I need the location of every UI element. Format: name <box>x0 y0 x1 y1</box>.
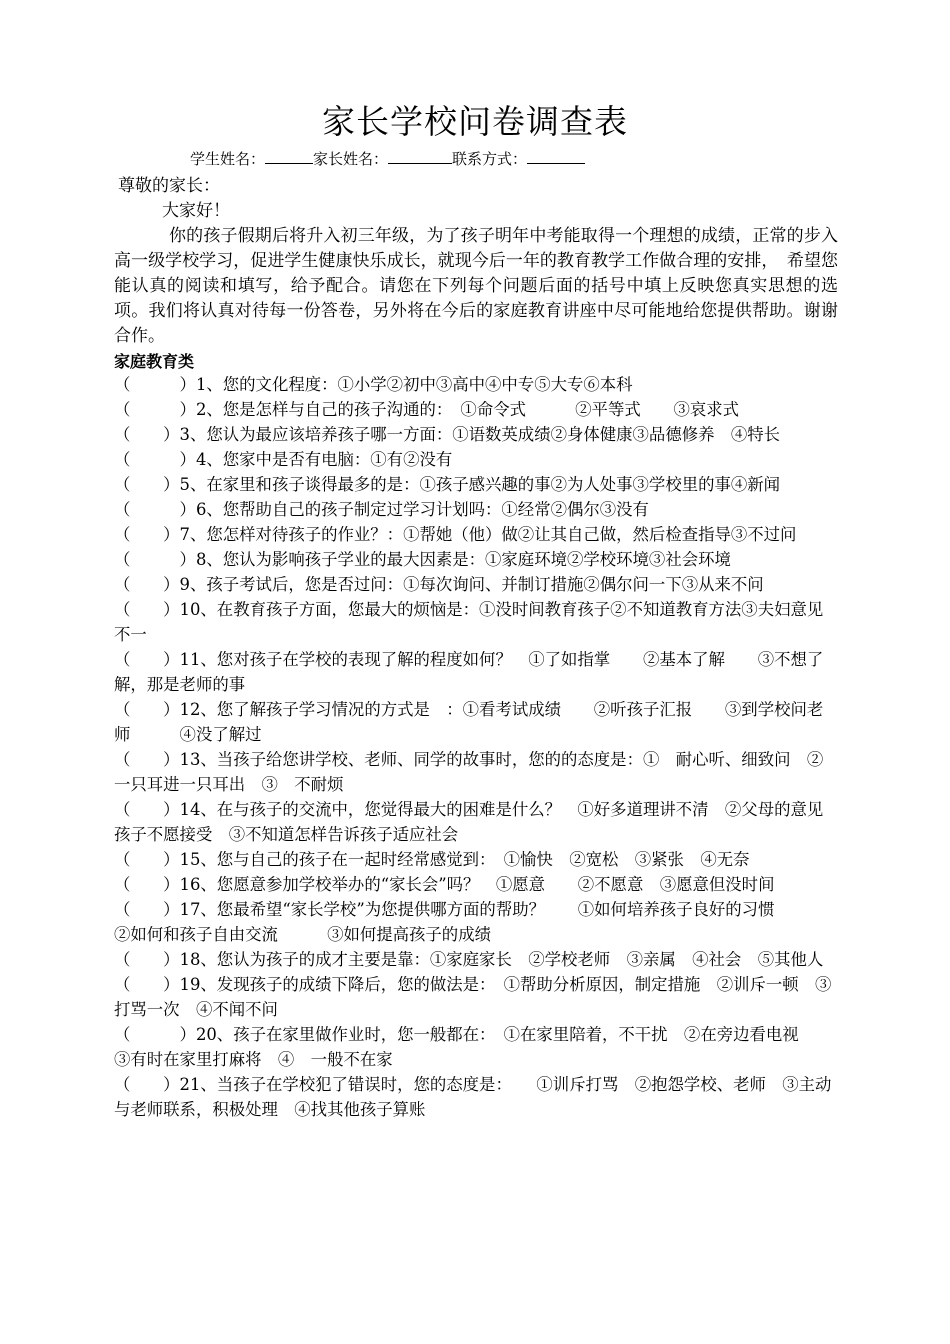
question-item: （ ）14、在与孩子的交流中，您觉得最大的困难是什么？ ①好多道理讲不清 ②父母的意见孩子不愿接受 ③不知道怎样告诉孩子适应社会 <box>114 800 824 844</box>
question-item: （ ）17、您最希望“家长学校”为您提供哪方面的帮助？ ①如何培养孩子良好的习惯 ②如何和孩子自由交流 ③如何提高孩子的成绩 <box>114 900 824 944</box>
question-item: （ ）21、当孩子在学校犯了错误时，您的态度是： ①训斥打骂 ②抱怨学校、老师 ③主动与老师联系，积极处理 ④找其他孩子算账 <box>114 1075 832 1119</box>
student-name-label: 学生姓名： <box>190 150 266 168</box>
question-list <box>114 372 838 1122</box>
greeting: 大家好！ <box>162 201 230 221</box>
question-item: （ ）16、您愿意参加学校举办的“家长会”吗？ ①愿意 ②不愿意 ③愿意但没时间 <box>114 875 775 894</box>
question-item: （ ）4、您家中是否有电脑：①有②没有 <box>114 450 453 469</box>
question-item: （ ）11、您对孩子在学校的表现了解的程度如何？ ①了如指掌 ②基本了解 ③不想了解，那是老师的事 <box>114 650 824 694</box>
question-item: （ ）2、您是怎样与自己的孩子沟通的： ①命令式 ②平等式 ③哀求式 <box>114 400 740 419</box>
question-item: （ ）3、您认为最应该培养孩子哪一方面：①语数英成绩②身体健康③品德修养 ④特长 <box>114 425 781 444</box>
question-item: （ ）18、您认为孩子的成才主要是靠：①家庭家长 ②学校老师 ③亲属 ④社会 ⑤其他人 <box>114 950 824 969</box>
page-title: 家长学校问卷调查表 <box>322 102 628 141</box>
section-title: 家庭教育类 <box>114 352 195 371</box>
question-item: （ ）6、您帮助自己的孩子制定过学习计划吗：①经常②偶尔③没有 <box>114 500 649 519</box>
intro-paragraph: 你的孩子假期后将升入初三年级，为了孩子明年中考能取得一个理想的成绩，正常的步入高一级学校学习，促进学生健康快乐成长，就现今后一年的教育教学工作做合理的安排， 希望您能认真的阅读和填写，给予配合。请您在下列每个问题后面的括号中填上反映您真实思想的选项。我们将认真对待每一份答卷，另外将在今后的家庭教育讲座中尽可能地给您提供帮助。谢谢合作。 <box>114 226 838 346</box>
contact-label: 联系方式： <box>452 150 528 168</box>
question-item: （ ）7、您怎样对待孩子的作业？：①帮她（他）做②让其自己做，然后检查指导③不过问 <box>114 525 797 544</box>
contact-field[interactable] <box>527 148 585 164</box>
question-item: （ ）19、发现孩子的成绩下降后，您的做法是： ①帮助分析原因，制定措施 ②训斥一顿 ③打骂一次 ④不闻不问 <box>114 975 832 1019</box>
question-item: （ ）10、在教育孩子方面，您最大的烦恼是：①没时间教育孩子②不知道教育方法③夫妇意见不一 <box>114 600 824 644</box>
salutation: 尊敬的家长： <box>118 176 220 196</box>
parent-name-label: 家长姓名： <box>313 150 389 168</box>
question-item: （ ）9、孩子考试后，您是否过问：①每次询问、并制订措施②偶尔问一下③从来不问 <box>114 575 764 594</box>
question-item: （ ）8、您认为影响孩子学业的最大因素是：①家庭环境②学校环境③社会环境 <box>114 550 731 569</box>
question-item: （ ）20、孩子在家里做作业时，您一般都在： ①在家里陪着，不干扰 ②在旁边看电视 ③有时在家里打麻将 ④ 一般不在家 <box>114 1025 832 1069</box>
question-item: （ ）1、您的文化程度：①小学②初中③高中④中专⑤大专⑥本科 <box>114 375 633 394</box>
info-line <box>190 148 585 170</box>
student-name-field[interactable] <box>265 148 313 164</box>
question-item: （ ）13、当孩子给您讲学校、老师、同学的故事时，您的的态度是：① 耐心听、细致问 ② 一只耳进一只耳出 ③ 不耐烦 <box>114 750 840 794</box>
question-item: （ ）15、您与自己的孩子在一起时经常感觉到： ①愉快 ②宽松 ③紧张 ④无奈 <box>114 850 750 869</box>
question-item: （ ）12、您了解孩子学习情况的方式是 ：①看考试成绩 ②听孩子汇报 ③到学校问老师 ④没了解过 <box>114 700 824 744</box>
question-item: （ ）5、在家里和孩子谈得最多的是：①孩子感兴趣的事②为人处事③学校里的事④新闻 <box>114 475 781 494</box>
parent-name-field[interactable] <box>388 148 452 164</box>
